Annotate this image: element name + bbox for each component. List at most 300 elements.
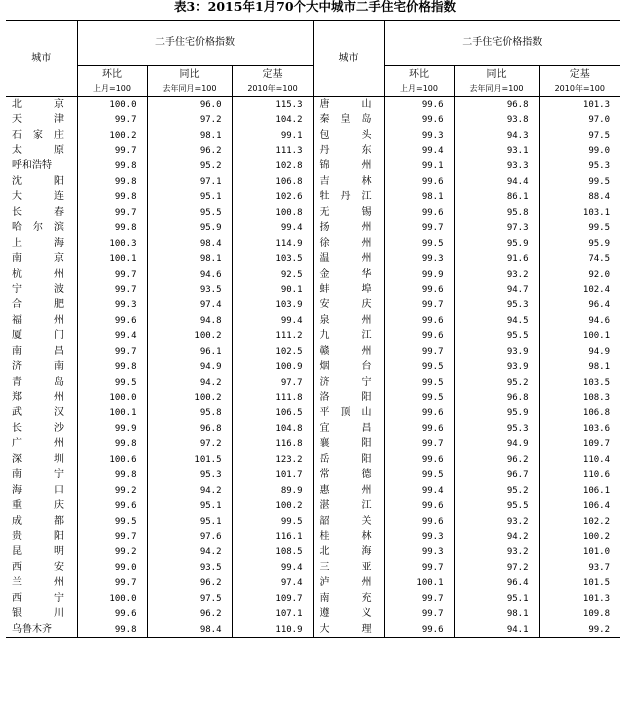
price-index-table xyxy=(6,20,620,638)
yoy-cell-left: 93.5 xyxy=(147,560,232,575)
table-row xyxy=(6,159,620,174)
city-name: 唐 山 xyxy=(319,98,372,110)
mom-subheader-left: 上月=100 xyxy=(77,81,147,97)
table-row xyxy=(6,622,620,638)
city-name: 丹 东 xyxy=(319,145,372,157)
base-cell-right: 98.1 xyxy=(588,362,611,373)
city-cell-right xyxy=(313,143,384,158)
mom-cell-right: 99.6 xyxy=(384,205,454,220)
city-name: 温 州 xyxy=(319,253,372,265)
yoy-cell-right: 95.5 xyxy=(454,329,539,344)
base-cell-right: 106.8 xyxy=(582,408,611,419)
mom-cell-right: 99.3 xyxy=(384,529,454,544)
city-cell-left xyxy=(6,159,77,174)
yoy-cell-right: 94.2 xyxy=(454,529,539,544)
city-cell-left xyxy=(6,606,77,621)
base-cell-left: 109.7 xyxy=(232,591,313,606)
base-cell-right: 95.9 xyxy=(588,238,611,249)
mom-cell-right: 99.7 xyxy=(384,221,454,236)
base-cell-left: 103.9 xyxy=(232,298,313,313)
yoy-cell-left: 97.2 xyxy=(147,437,232,452)
base-cell-right: 103.5 xyxy=(582,377,611,388)
yoy-cell-right: 86.1 xyxy=(454,190,539,205)
yoy-cell-left: 96.8 xyxy=(147,421,232,436)
city-cell-right xyxy=(313,375,384,390)
base-cell-left: 123.2 xyxy=(232,452,313,467)
yoy-cell-left: 97.4 xyxy=(147,298,232,313)
yoy-cell-left: 96.0 xyxy=(147,97,232,113)
base-cell-left: 102.5 xyxy=(232,344,313,359)
base-cell-right: 96.4 xyxy=(588,300,611,311)
city-name: 西 宁 xyxy=(12,592,64,604)
city-cell-right xyxy=(313,329,384,344)
yoy-cell-right: 93.9 xyxy=(454,344,539,359)
mom-cell-right: 99.6 xyxy=(384,282,454,297)
city-cell-left xyxy=(6,313,77,328)
table-row xyxy=(6,421,620,436)
city-name: 济 宁 xyxy=(319,376,372,388)
base-cell-right: 102.4 xyxy=(582,284,611,295)
mom-cell-right: 99.6 xyxy=(384,622,454,638)
base-cell-left: 102.6 xyxy=(232,190,313,205)
city-cell-right xyxy=(313,576,384,591)
base-cell-left: 97.7 xyxy=(232,375,313,390)
mom-cell-right: 99.4 xyxy=(384,143,454,158)
mom-cell-right: 99.6 xyxy=(384,421,454,436)
base-cell-right: 99.2 xyxy=(539,622,620,638)
table-row xyxy=(6,498,620,513)
yoy-cell-right: 93.1 xyxy=(454,143,539,158)
mom-cell-right: 99.6 xyxy=(384,406,454,421)
mom-cell-right: 99.7 xyxy=(384,606,454,621)
table-row xyxy=(6,112,620,127)
base-cell-left: 101.7 xyxy=(232,468,313,483)
mom-header-left: 环比 xyxy=(77,66,147,82)
yoy-cell-right: 98.1 xyxy=(454,606,539,621)
city-name: 金 华 xyxy=(319,268,372,280)
yoy-header-right: 同比 xyxy=(454,66,539,82)
mom-cell-right: 99.6 xyxy=(384,452,454,467)
yoy-cell-right: 95.3 xyxy=(454,298,539,313)
mom-cell-left: 99.4 xyxy=(77,329,147,344)
mom-cell-left: 99.8 xyxy=(77,622,147,638)
city-cell-right xyxy=(313,483,384,498)
yoy-subheader-left: 去年同月=100 xyxy=(147,81,232,97)
city-cell-left xyxy=(6,174,77,189)
yoy-cell-left: 94.6 xyxy=(147,267,232,282)
mom-cell-left: 99.7 xyxy=(77,282,147,297)
city-name: 九 江 xyxy=(319,330,372,342)
mom-cell-right: 99.3 xyxy=(384,545,454,560)
mom-cell-right: 99.6 xyxy=(384,313,454,328)
city-cell-right xyxy=(313,560,384,575)
mom-cell-right: 99.7 xyxy=(384,560,454,575)
table-row xyxy=(6,329,620,344)
base-cell-right: 99.5 xyxy=(588,223,611,234)
yoy-cell-left: 95.1 xyxy=(147,190,232,205)
city-name: 常 德 xyxy=(319,469,372,481)
city-name: 天 津 xyxy=(12,114,64,126)
base-cell-left: 104.2 xyxy=(232,112,313,127)
city-header-left: 城市 xyxy=(6,21,77,97)
city-cell-right xyxy=(313,112,384,127)
base-subheader-right: 2010年=100 xyxy=(539,81,620,97)
base-cell-left: 100.8 xyxy=(232,205,313,220)
table-title: 表3：2015年1月70个大中城市二手住宅价格指数 xyxy=(173,0,457,14)
group-header-left: 二手住宅价格指数 xyxy=(77,21,313,66)
yoy-cell-left: 100.2 xyxy=(147,390,232,405)
mom-cell-right: 99.9 xyxy=(384,267,454,282)
mom-cell-left: 100.0 xyxy=(77,591,147,606)
mom-cell-right: 99.3 xyxy=(384,128,454,143)
base-cell-right: 94.6 xyxy=(588,315,611,326)
base-cell-left: 90.1 xyxy=(232,282,313,297)
mom-cell-left: 99.7 xyxy=(77,529,147,544)
mom-cell-left: 99.7 xyxy=(77,205,147,220)
city-cell-left xyxy=(6,529,77,544)
base-cell-left: 104.8 xyxy=(232,421,313,436)
yoy-cell-left: 98.1 xyxy=(147,128,232,143)
city-name: 泸 州 xyxy=(319,577,372,589)
city-name: 南 宁 xyxy=(12,469,64,481)
city-name: 上 海 xyxy=(12,237,64,249)
yoy-cell-left: 94.9 xyxy=(147,359,232,374)
mom-cell-right: 99.6 xyxy=(384,514,454,529)
yoy-cell-right: 95.9 xyxy=(454,406,539,421)
yoy-cell-left: 95.3 xyxy=(147,468,232,483)
city-cell-left xyxy=(6,591,77,606)
city-name: 南 京 xyxy=(12,253,64,265)
mom-cell-left: 100.1 xyxy=(77,406,147,421)
base-cell-right: 94.9 xyxy=(588,346,611,357)
base-cell-left: 107.1 xyxy=(232,606,313,621)
city-cell-right xyxy=(313,221,384,236)
city-cell-left xyxy=(6,576,77,591)
city-name: 吉 林 xyxy=(319,175,372,187)
yoy-cell-left: 95.1 xyxy=(147,514,232,529)
city-cell-right xyxy=(313,514,384,529)
city-cell-right xyxy=(313,359,384,374)
yoy-cell-right: 97.3 xyxy=(454,221,539,236)
mom-cell-left: 99.8 xyxy=(77,359,147,374)
mom-header-right: 环比 xyxy=(384,66,454,82)
base-cell-left: 92.5 xyxy=(232,267,313,282)
mom-cell-left: 99.7 xyxy=(77,112,147,127)
yoy-cell-left: 98.1 xyxy=(147,251,232,266)
city-name: 武 汉 xyxy=(12,407,64,419)
city-name: 南 昌 xyxy=(12,345,64,357)
base-subheader-left: 2010年=100 xyxy=(232,81,313,97)
table-row xyxy=(6,267,620,282)
city-name: 牡 丹 江 xyxy=(319,191,372,203)
city-name: 呼和浩特 xyxy=(12,160,52,172)
city-name: 三 亚 xyxy=(319,561,372,573)
city-cell-right xyxy=(313,298,384,313)
city-cell-left xyxy=(6,128,77,143)
city-cell-left xyxy=(6,251,77,266)
city-name: 厦 门 xyxy=(12,330,64,342)
city-name: 海 口 xyxy=(12,484,64,496)
yoy-cell-left: 93.5 xyxy=(147,282,232,297)
city-cell-right xyxy=(313,128,384,143)
city-cell-left xyxy=(6,190,77,205)
city-cell-right xyxy=(313,205,384,220)
mom-cell-right: 99.6 xyxy=(384,174,454,189)
city-name: 秦 皇 岛 xyxy=(319,114,372,126)
yoy-cell-right: 95.8 xyxy=(454,205,539,220)
city-name: 深 圳 xyxy=(12,453,64,465)
city-cell-right xyxy=(313,529,384,544)
base-cell-right: 103.1 xyxy=(582,207,611,218)
city-name: 赣 州 xyxy=(319,345,372,357)
city-cell-right xyxy=(313,97,384,113)
base-cell-right: 110.6 xyxy=(582,470,611,481)
city-cell-left xyxy=(6,143,77,158)
city-cell-left xyxy=(6,112,77,127)
mom-cell-right: 99.5 xyxy=(384,390,454,405)
city-name: 宁 波 xyxy=(12,283,64,295)
yoy-cell-right: 95.2 xyxy=(454,375,539,390)
city-name: 郑 州 xyxy=(12,392,64,404)
table-row xyxy=(6,174,620,189)
city-name: 大 连 xyxy=(12,191,64,203)
table-row xyxy=(6,375,620,390)
base-cell-left: 106.5 xyxy=(232,406,313,421)
city-name: 杭 州 xyxy=(12,268,64,280)
mom-cell-left: 99.7 xyxy=(77,576,147,591)
city-name: 泉 州 xyxy=(319,314,372,326)
mom-cell-left: 99.7 xyxy=(77,267,147,282)
base-cell-right: 106.4 xyxy=(582,501,611,512)
city-name: 福 州 xyxy=(12,314,64,326)
city-name: 宜 昌 xyxy=(319,422,372,434)
city-name: 锦 州 xyxy=(319,160,372,172)
city-name: 惠 州 xyxy=(319,484,372,496)
mom-subheader-right: 上月=100 xyxy=(384,81,454,97)
mom-cell-left: 99.8 xyxy=(77,221,147,236)
city-cell-right xyxy=(313,437,384,452)
table-row xyxy=(6,390,620,405)
city-cell-left xyxy=(6,483,77,498)
yoy-cell-left: 101.5 xyxy=(147,452,232,467)
base-cell-right: 99.0 xyxy=(588,146,611,157)
city-name: 哈 尔 滨 xyxy=(12,222,64,234)
base-cell-right: 101.3 xyxy=(582,593,611,604)
base-cell-right: 110.4 xyxy=(582,454,611,465)
yoy-cell-left: 95.1 xyxy=(147,498,232,513)
base-cell-right: 97.5 xyxy=(588,130,611,141)
city-name: 青 岛 xyxy=(12,376,64,388)
base-cell-left: 99.4 xyxy=(232,221,313,236)
city-cell-right xyxy=(313,406,384,421)
group-header-right: 二手住宅价格指数 xyxy=(384,21,620,66)
mom-cell-left: 99.6 xyxy=(77,498,147,513)
city-cell-right xyxy=(313,190,384,205)
yoy-cell-left: 96.2 xyxy=(147,143,232,158)
yoy-cell-left: 98.4 xyxy=(147,236,232,251)
yoy-cell-left: 96.2 xyxy=(147,606,232,621)
base-cell-left: 97.4 xyxy=(232,576,313,591)
city-cell-left xyxy=(6,560,77,575)
mom-cell-left: 99.0 xyxy=(77,560,147,575)
city-cell-left xyxy=(6,622,77,638)
city-cell-right xyxy=(313,452,384,467)
city-name: 南 充 xyxy=(319,592,372,604)
city-cell-left xyxy=(6,498,77,513)
yoy-cell-left: 97.1 xyxy=(147,174,232,189)
mom-cell-left: 99.8 xyxy=(77,174,147,189)
table-row xyxy=(6,606,620,621)
city-cell-left xyxy=(6,406,77,421)
mom-cell-left: 99.3 xyxy=(77,298,147,313)
base-cell-right: 88.4 xyxy=(588,192,611,203)
yoy-cell-left: 94.2 xyxy=(147,545,232,560)
base-cell-right: 92.0 xyxy=(588,269,611,280)
base-cell-left: 111.2 xyxy=(232,329,313,344)
yoy-cell-left: 97.6 xyxy=(147,529,232,544)
mom-cell-right: 99.6 xyxy=(384,329,454,344)
base-cell-right: 100.2 xyxy=(582,531,611,542)
city-cell-right xyxy=(313,468,384,483)
mom-cell-right: 99.7 xyxy=(384,344,454,359)
city-name: 扬 州 xyxy=(319,222,372,234)
city-cell-right xyxy=(313,498,384,513)
city-name: 平 顶 山 xyxy=(319,407,372,419)
city-name: 徐 州 xyxy=(319,237,372,249)
base-cell-right: 103.6 xyxy=(582,423,611,434)
base-cell-left: 103.5 xyxy=(232,251,313,266)
city-cell-right xyxy=(313,421,384,436)
base-header-left: 定基 xyxy=(232,66,313,82)
yoy-cell-right: 94.9 xyxy=(454,437,539,452)
mom-cell-right: 99.6 xyxy=(384,112,454,127)
city-cell-left xyxy=(6,359,77,374)
city-name: 岳 阳 xyxy=(319,453,372,465)
base-cell-left: 115.3 xyxy=(232,97,313,113)
city-name: 石 家 庄 xyxy=(12,129,64,141)
city-name: 包 头 xyxy=(319,129,372,141)
base-cell-left: 99.5 xyxy=(232,514,313,529)
mom-cell-right: 99.5 xyxy=(384,468,454,483)
base-cell-left: 102.8 xyxy=(232,159,313,174)
table-row xyxy=(6,545,620,560)
table-row xyxy=(6,143,620,158)
table-row xyxy=(6,344,620,359)
mom-cell-left: 99.6 xyxy=(77,313,147,328)
table-row xyxy=(6,128,620,143)
yoy-cell-right: 93.2 xyxy=(454,514,539,529)
mom-cell-left: 99.9 xyxy=(77,421,147,436)
city-name: 洛 阳 xyxy=(319,392,372,404)
city-name: 重 庆 xyxy=(12,500,64,512)
city-cell-left xyxy=(6,545,77,560)
mom-cell-right: 99.5 xyxy=(384,236,454,251)
base-cell-left: 111.8 xyxy=(232,390,313,405)
mom-cell-right: 99.5 xyxy=(384,375,454,390)
base-cell-left: 100.9 xyxy=(232,359,313,374)
city-cell-right xyxy=(313,159,384,174)
yoy-cell-left: 95.9 xyxy=(147,221,232,236)
base-cell-left: 114.9 xyxy=(232,236,313,251)
table-row xyxy=(6,591,620,606)
city-name: 昆 明 xyxy=(12,546,64,558)
table-row xyxy=(6,313,620,328)
base-cell-left: 100.2 xyxy=(232,498,313,513)
yoy-cell-left: 97.2 xyxy=(147,112,232,127)
table-row xyxy=(6,468,620,483)
mom-cell-right: 98.1 xyxy=(384,190,454,205)
table-row xyxy=(6,560,620,575)
base-cell-right: 109.7 xyxy=(582,439,611,450)
city-name: 韶 关 xyxy=(319,515,372,527)
base-cell-right: 74.5 xyxy=(588,254,611,265)
table-row xyxy=(6,190,620,205)
base-cell-left: 116.8 xyxy=(232,437,313,452)
mom-cell-right: 99.7 xyxy=(384,298,454,313)
base-cell-right: 101.5 xyxy=(582,578,611,589)
mom-cell-left: 99.8 xyxy=(77,190,147,205)
base-cell-left: 99.4 xyxy=(232,560,313,575)
mom-cell-right: 100.1 xyxy=(384,576,454,591)
yoy-cell-right: 93.2 xyxy=(454,545,539,560)
yoy-cell-left: 94.2 xyxy=(147,483,232,498)
city-cell-right xyxy=(313,236,384,251)
city-cell-left xyxy=(6,421,77,436)
city-name: 大 理 xyxy=(319,623,372,635)
city-name: 长 沙 xyxy=(12,422,64,434)
mom-cell-left: 100.0 xyxy=(77,390,147,405)
mom-cell-right: 99.6 xyxy=(384,97,454,113)
table-row xyxy=(6,529,620,544)
city-cell-left xyxy=(6,267,77,282)
city-cell-left xyxy=(6,514,77,529)
yoy-cell-left: 95.8 xyxy=(147,406,232,421)
table-row xyxy=(6,437,620,452)
mom-cell-left: 99.8 xyxy=(77,468,147,483)
mom-cell-right: 99.6 xyxy=(384,498,454,513)
city-cell-left xyxy=(6,375,77,390)
city-cell-right xyxy=(313,591,384,606)
yoy-cell-left: 98.4 xyxy=(147,622,232,638)
yoy-cell-left: 95.2 xyxy=(147,159,232,174)
city-cell-left xyxy=(6,452,77,467)
table-row xyxy=(6,221,620,236)
city-name: 遵 义 xyxy=(319,608,372,620)
city-name: 济 南 xyxy=(12,361,64,373)
city-name: 成 都 xyxy=(12,515,64,527)
base-cell-left: 106.8 xyxy=(232,174,313,189)
yoy-cell-right: 97.2 xyxy=(454,560,539,575)
yoy-cell-right: 94.3 xyxy=(454,128,539,143)
yoy-cell-left: 95.5 xyxy=(147,205,232,220)
base-cell-right: 106.1 xyxy=(582,485,611,496)
base-cell-left: 108.5 xyxy=(232,545,313,560)
table-row xyxy=(6,282,620,297)
city-name: 北 京 xyxy=(12,98,64,110)
mom-cell-left: 100.3 xyxy=(77,236,147,251)
city-name: 沈 阳 xyxy=(12,175,64,187)
yoy-cell-right: 96.7 xyxy=(454,468,539,483)
city-name: 无 锡 xyxy=(319,206,372,218)
city-name: 合 肥 xyxy=(12,299,64,311)
base-cell-left: 89.9 xyxy=(232,483,313,498)
mom-cell-left: 99.2 xyxy=(77,483,147,498)
city-name: 长 春 xyxy=(12,206,64,218)
yoy-cell-right: 94.5 xyxy=(454,313,539,328)
city-cell-right xyxy=(313,174,384,189)
mom-cell-left: 100.2 xyxy=(77,128,147,143)
yoy-cell-right: 96.8 xyxy=(454,97,539,113)
